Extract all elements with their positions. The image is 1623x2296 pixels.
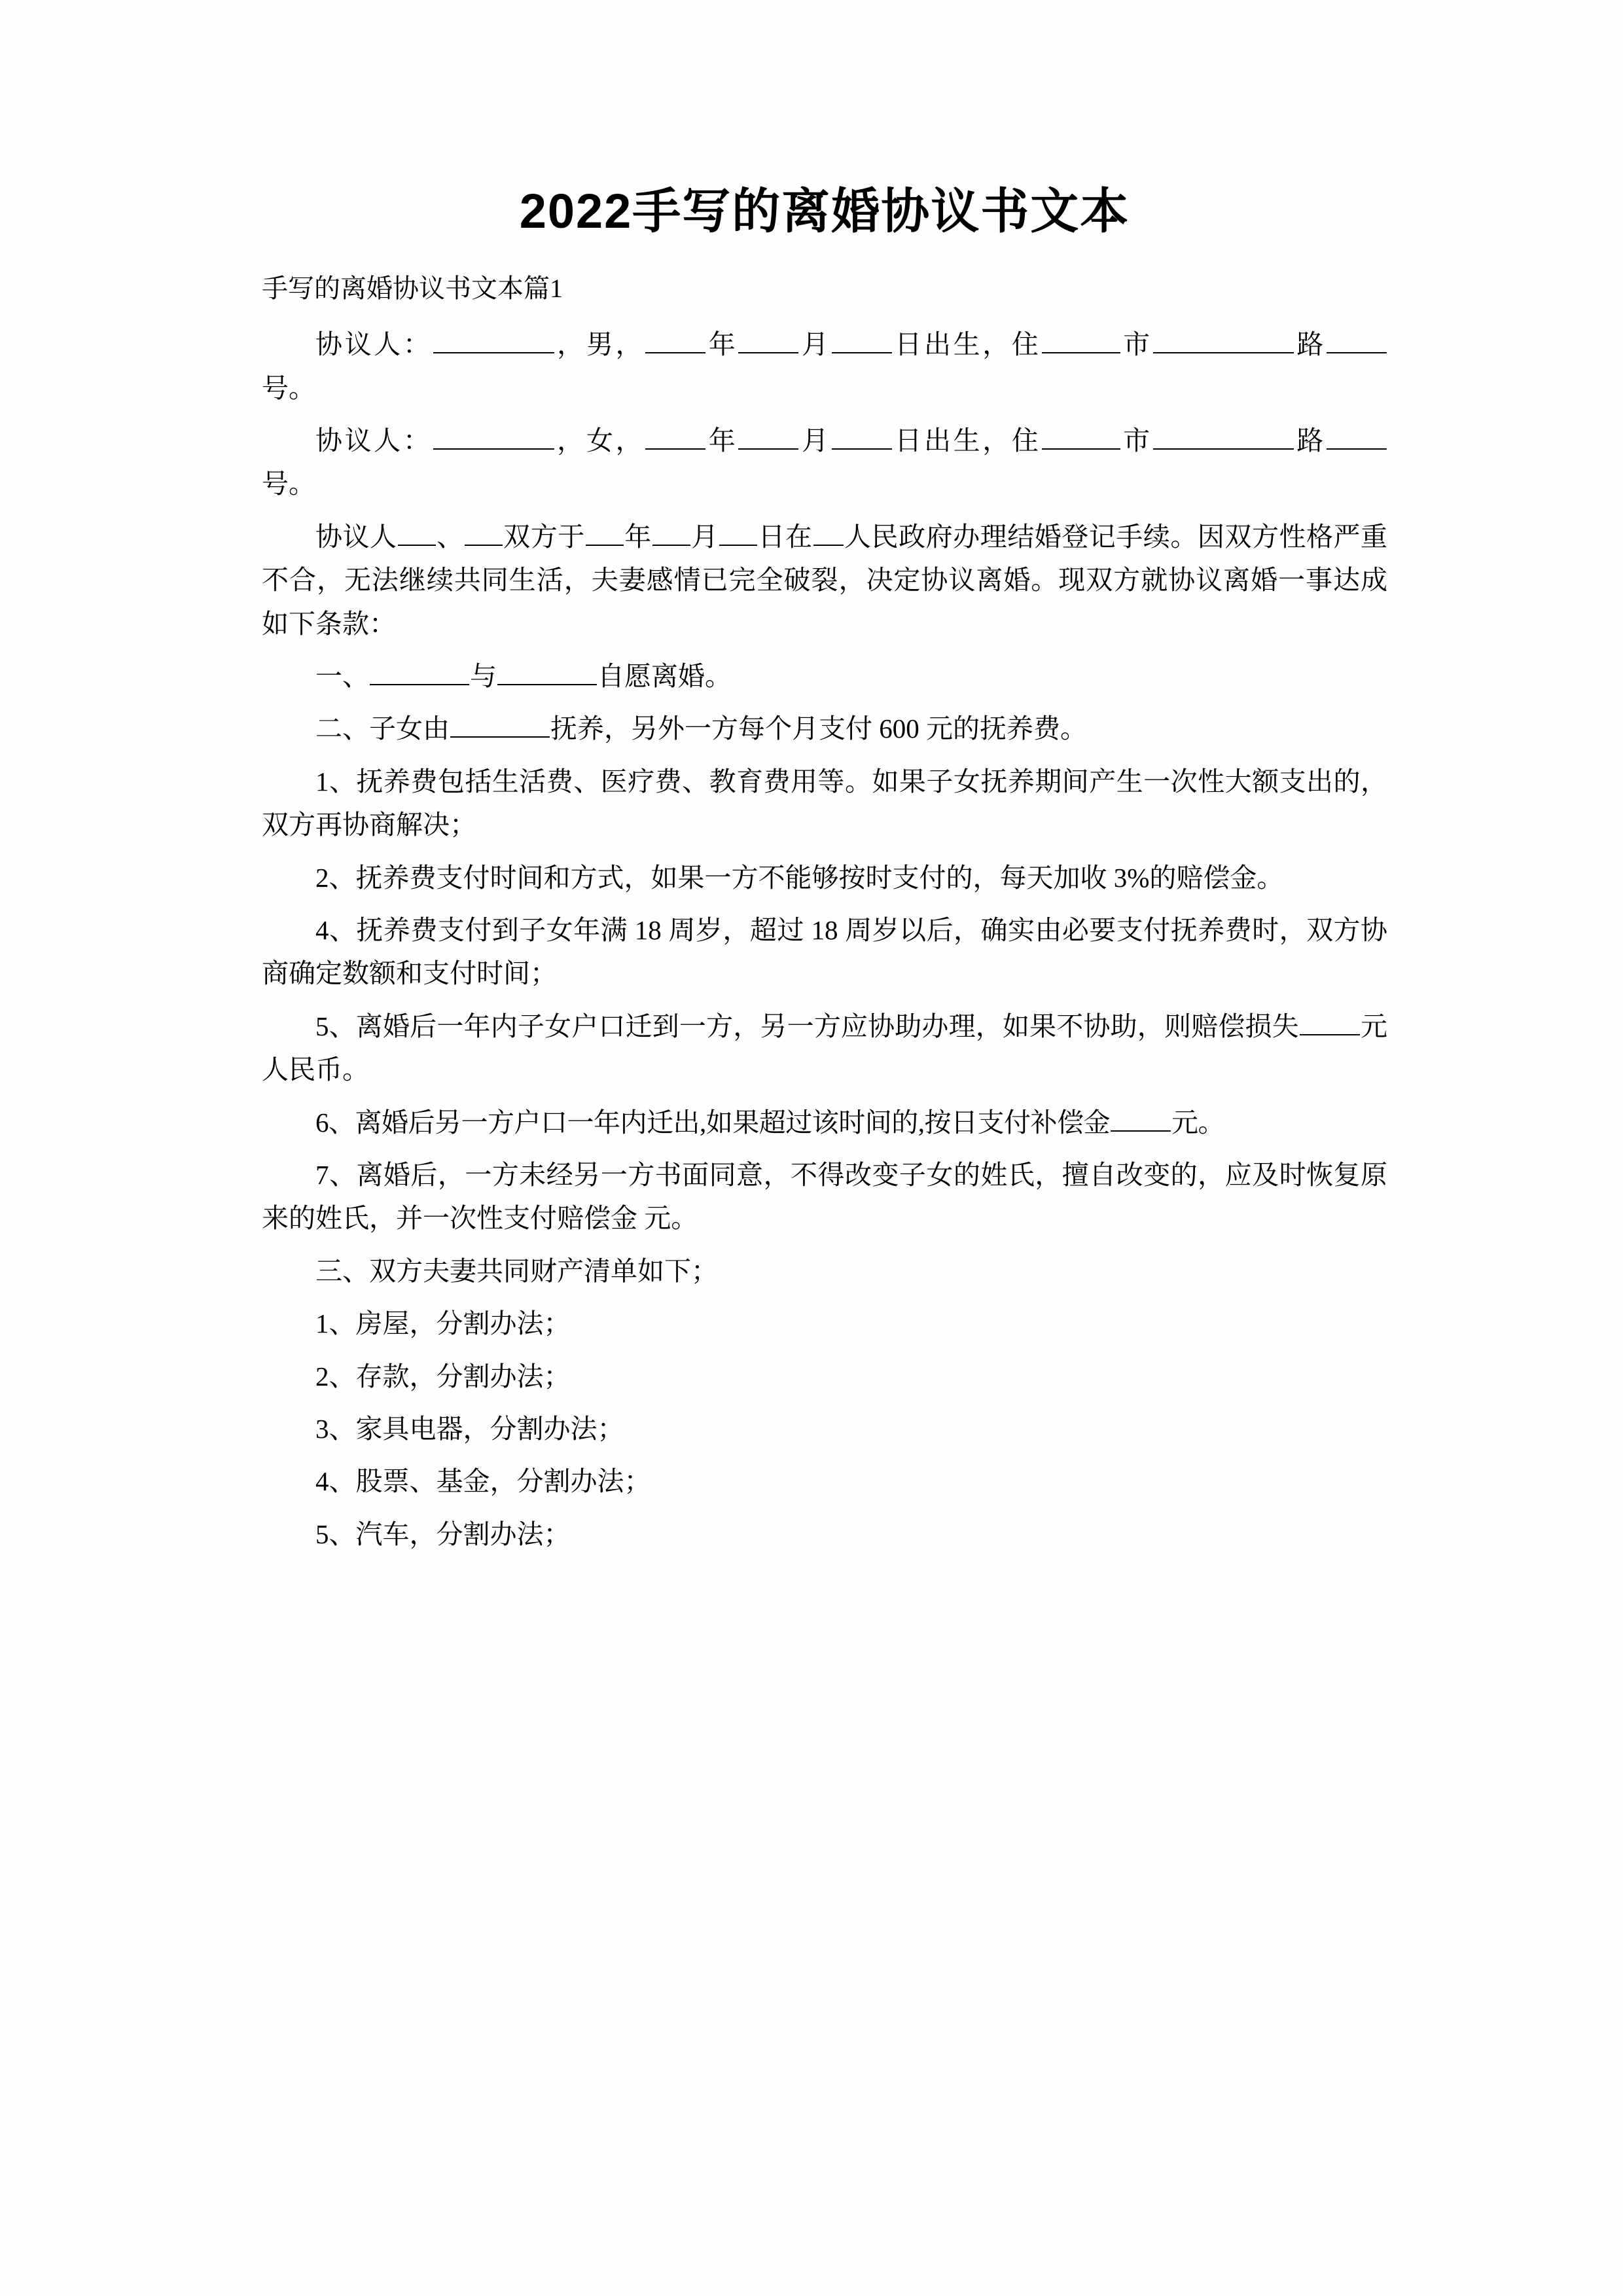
sub-clause-5 — [262, 1005, 1387, 1092]
preamble-party-two-blank — [465, 517, 503, 546]
party-two-comma-1: ， — [554, 425, 586, 456]
clause-three-heading: 三、双方夫妻共同财产清单如下； — [315, 1255, 718, 1286]
preamble-party-one-blank — [398, 517, 436, 546]
party-two-number-label: 号。 — [262, 469, 315, 499]
party-one-year-blank — [645, 325, 705, 353]
party-two-label: 协议人： — [315, 425, 433, 456]
party-one-month-label: 月 — [799, 329, 831, 360]
sub-clause-5-head: 5、离婚后一年内子女户口迁到一方，另一方应协助办理，如果不协助，则赔偿损失 — [315, 1011, 1299, 1041]
party-one-comma-1: ， — [554, 329, 586, 360]
party-two-year-label: 年 — [706, 425, 738, 456]
party-two-name-blank — [433, 421, 554, 450]
preamble-month-blank — [652, 517, 690, 546]
party-one-day-blank — [832, 325, 892, 353]
property-item-2: 2、存款，分割办法； — [315, 1361, 571, 1391]
preamble-day-blank — [719, 517, 757, 546]
party-two-comma-2: ， — [615, 425, 645, 456]
party-one-comma-2: ， — [615, 329, 645, 360]
party-one-name-blank — [433, 325, 554, 353]
party-two-paragraph — [262, 419, 1387, 506]
sub-clause-2: 2、抚养费支付时间和方式，如果一方不能够按时支付的，每天加收 3%的赔偿金。 — [315, 862, 1284, 893]
party-two-number-blank — [1327, 421, 1387, 450]
property-item-4: 4、股票、基金，分割办法； — [315, 1466, 651, 1497]
party-two-city-blank — [1042, 421, 1120, 450]
party-one-number-blank — [1327, 325, 1387, 353]
sub-clause-6-amount-blank — [1111, 1103, 1171, 1132]
clause-one-tail: 自愿离婚。 — [597, 660, 732, 691]
clause-one-blank-a — [370, 656, 469, 685]
party-one-number-label: 号。 — [262, 372, 315, 403]
preamble-seg-2: 、 — [436, 521, 464, 552]
clause-one-paragraph — [262, 655, 1387, 698]
party-two-day-blank — [832, 421, 892, 450]
party-two-month-label: 月 — [799, 425, 831, 456]
sub-clause-5-tail: 元人民币。 — [262, 1011, 1387, 1085]
clause-one-mid: 与 — [470, 660, 497, 691]
document-content — [262, 183, 1387, 1565]
party-one-day-label: 日出生，住 — [892, 329, 1041, 360]
party-one-gender: 男 — [586, 329, 616, 360]
party-two-city-label: 市 — [1120, 425, 1152, 456]
party-one-city-label: 市 — [1120, 329, 1152, 360]
clause-one-marker: 一、 — [315, 660, 369, 691]
party-two-day-label: 日出生，住 — [892, 425, 1041, 456]
property-item-1: 1、房屋，分割办法； — [315, 1308, 571, 1339]
clause-one-blank-b — [497, 656, 597, 685]
party-two-road-label: 路 — [1294, 425, 1327, 456]
clause-two-tail: 抚养，另外一方每个月支付 600 元的抚养费。 — [550, 713, 1087, 744]
party-one-road-blank — [1153, 325, 1294, 353]
page-title: 2022手写的离婚协议书文本 — [519, 184, 1130, 238]
property-item-5: 5、汽车，分割办法； — [315, 1518, 571, 1549]
sub-clause-4: 4、抚养费支付到子女年满 18 周岁，超过 18 周岁以后，确实由必要支付抚养费时，双方协商确定数额和支付时间； — [262, 914, 1387, 989]
party-two-gender: 女 — [586, 425, 616, 456]
preamble-seg-1: 协议人 — [315, 521, 397, 552]
sub-clause-6 — [262, 1101, 1387, 1144]
property-item-3: 3、家具电器，分割办法； — [315, 1414, 624, 1444]
sub-clause-6-head: 6、离婚后另一方户口一年内迁出,如果超过该时间的,按日支付补偿金 — [315, 1107, 1110, 1138]
preamble-government-blank — [813, 517, 844, 546]
clause-two-paragraph — [262, 707, 1387, 750]
preamble-seg-7: 人民政府办理结婚登记手续。因双方性格严重不合，无法继续共同生活，夫妻感情已完全破裂，决定协议离婚。现双方就协议离婚一事达成如下条款： — [262, 521, 1388, 639]
party-one-city-blank — [1042, 325, 1120, 353]
sub-clause-6-tail: 元。 — [1171, 1107, 1224, 1138]
preamble-seg-3: 双方于 — [503, 521, 585, 552]
party-two-road-blank — [1153, 421, 1294, 450]
preamble-seg-5: 月 — [690, 521, 719, 552]
sub-clause-1: 1、抚养费包括生活费、医疗费、教育费用等。如果子女抚养期间产生一次性大额支出的，双方再协商解决； — [262, 766, 1387, 840]
party-one-paragraph — [262, 323, 1387, 410]
party-two-year-blank — [645, 421, 705, 450]
document-subtitle: 手写的离婚协议书文本篇1 — [262, 274, 563, 304]
party-one-year-label: 年 — [706, 329, 738, 360]
party-two-month-blank — [738, 421, 798, 450]
party-one-label: 协议人： — [315, 329, 433, 360]
party-one-road-label: 路 — [1294, 329, 1327, 360]
preamble-year-blank — [586, 517, 624, 546]
party-one-month-blank — [738, 325, 798, 353]
clause-two-marker: 二、子女由 — [315, 713, 450, 744]
preamble-seg-4: 年 — [624, 521, 652, 552]
preamble-paragraph — [262, 515, 1387, 645]
sub-clause-5-amount-blank — [1300, 1007, 1360, 1035]
preamble-seg-6: 日在 — [757, 521, 813, 552]
sub-clause-7: 7、离婚后，一方未经另一方书面同意，不得改变子女的姓氏，擅自改变的，应及时恢复原来的姓氏，并一次性支付赔偿金 元。 — [262, 1160, 1387, 1234]
clause-two-custody-blank — [450, 709, 550, 738]
